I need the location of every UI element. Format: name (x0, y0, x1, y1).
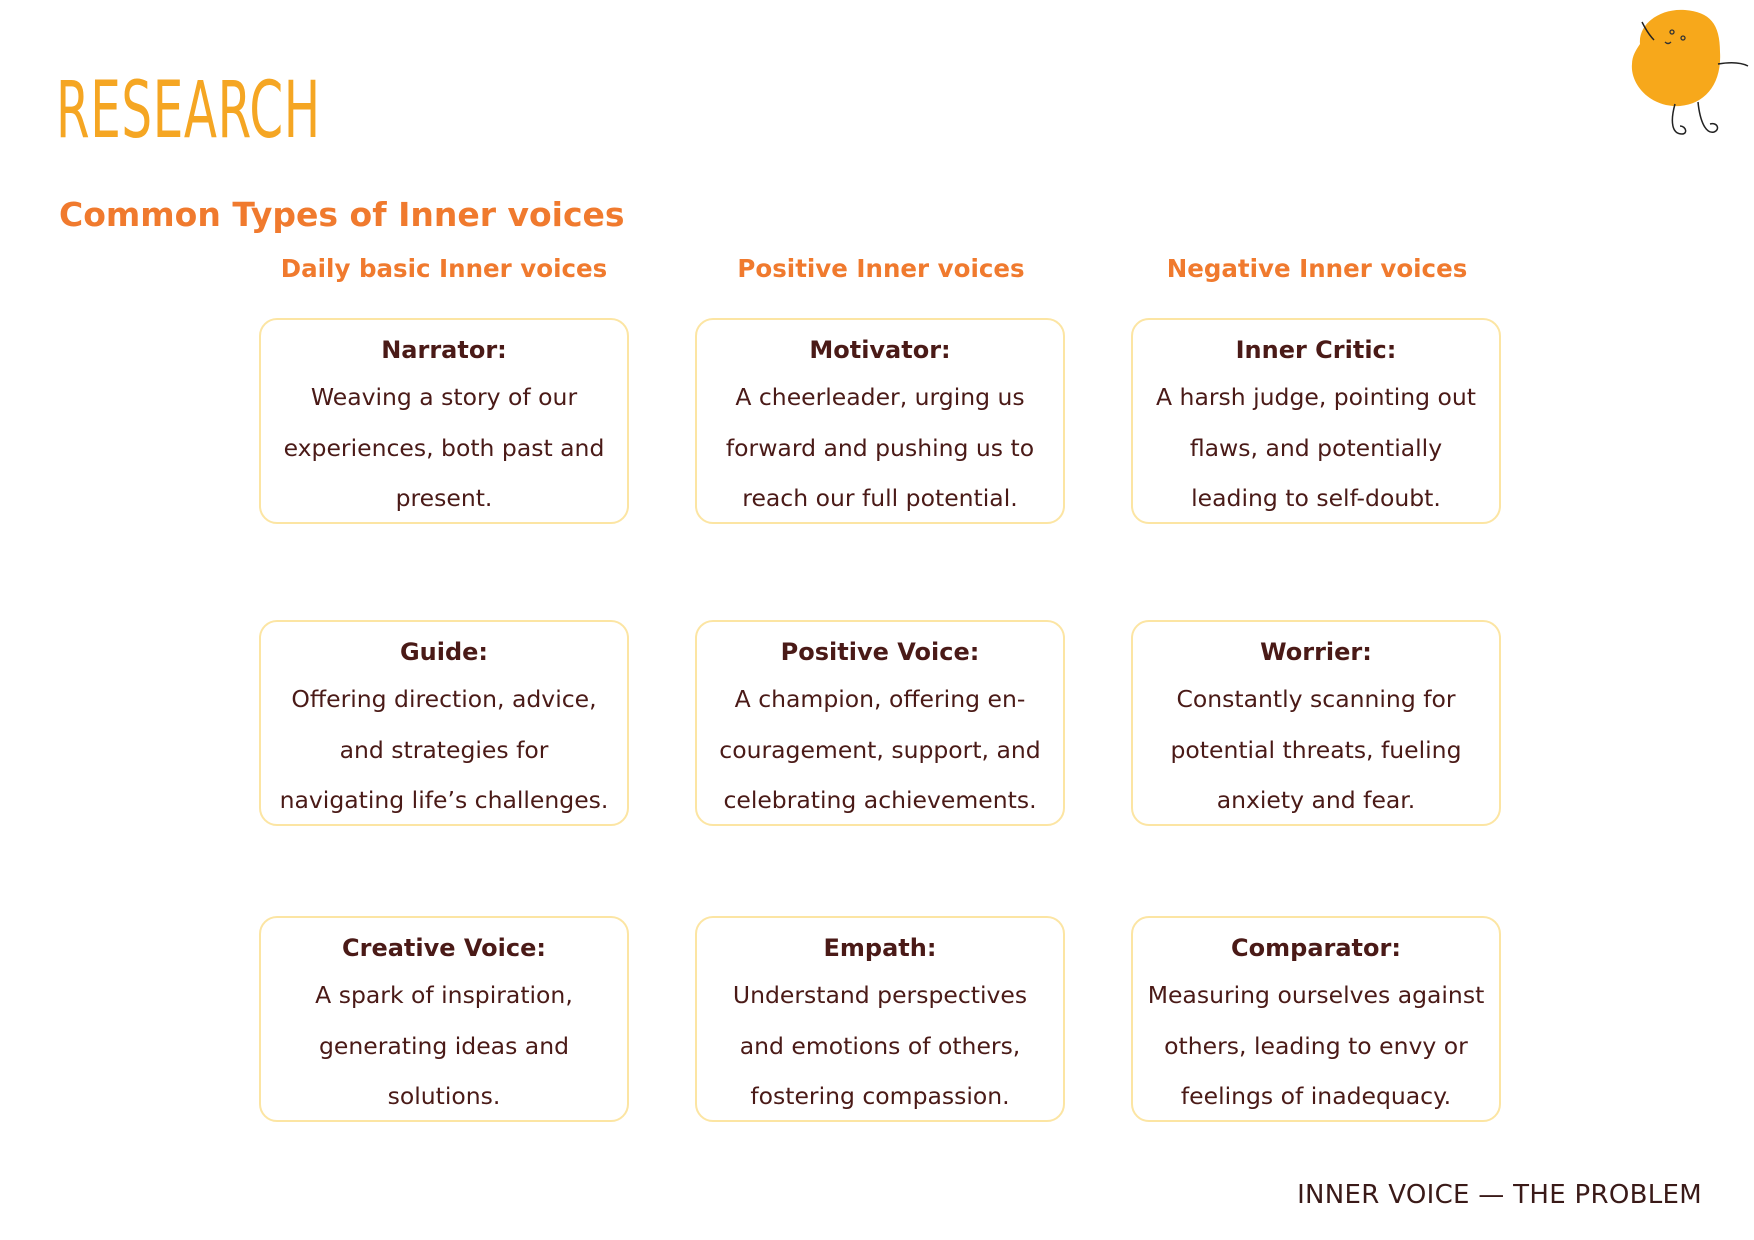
card-title: Comparator: (1231, 934, 1401, 962)
page-title: RESEARCH (56, 66, 321, 156)
card-inner-critic (1131, 318, 1501, 524)
page-footer: INNER VOICE — THE PROBLEM (1297, 1180, 1702, 1210)
mascot-icon (1620, 4, 1750, 144)
card-title: Creative Voice: (342, 934, 546, 962)
card-positive-voice (695, 620, 1065, 826)
card-motivator (695, 318, 1065, 524)
card-narrator (259, 318, 629, 524)
column-header-positive: Positive Inner voices (737, 254, 1025, 283)
card-text: Measuring ourselves against others, leading to envy or feelings of inadequacy. (1147, 981, 1485, 1110)
card-worrier (1131, 620, 1501, 826)
card-comparator (1131, 916, 1501, 1122)
card-text: A harsh judge, pointing out flaws, and potentially leading to self-doubt. (1156, 383, 1476, 512)
card-title: Positive Voice: (780, 638, 980, 666)
card-creative-voice (259, 916, 629, 1122)
card-title: Empath: (823, 934, 937, 962)
card-text: A cheerleader, urging us forward and pushing us to reach our full potential. (725, 383, 1035, 512)
card-text: Offering direction, advice, and strategies for navigating life’s challenges. (279, 685, 609, 814)
card-text: Constantly scanning for potential threats, fueling anxiety and fear. (1170, 685, 1462, 814)
column-header-negative: Negative Inner voices (1166, 254, 1468, 283)
card-title: Guide: (399, 638, 489, 666)
column-header-daily: Daily basic Inner voices (280, 254, 608, 283)
card-title: Worrier: (1260, 638, 1372, 666)
card-empath (695, 916, 1065, 1122)
card-text: A champion, offering en-couragement, support, and celebrating achievements. (719, 685, 1041, 814)
card-title: Narrator: (381, 336, 507, 364)
card-title: Motivator: (809, 336, 951, 364)
card-title: Inner Critic: (1235, 336, 1397, 364)
card-text: A spark of inspiration, generating ideas and solutions. (315, 981, 573, 1110)
section-subtitle: Common Types of Inner voices (59, 195, 625, 234)
card-text: Understand perspectives and emotions of others, fostering compassion. (732, 981, 1028, 1110)
card-guide (259, 620, 629, 826)
card-text: Weaving a story of our experiences, both past and present. (283, 383, 605, 512)
